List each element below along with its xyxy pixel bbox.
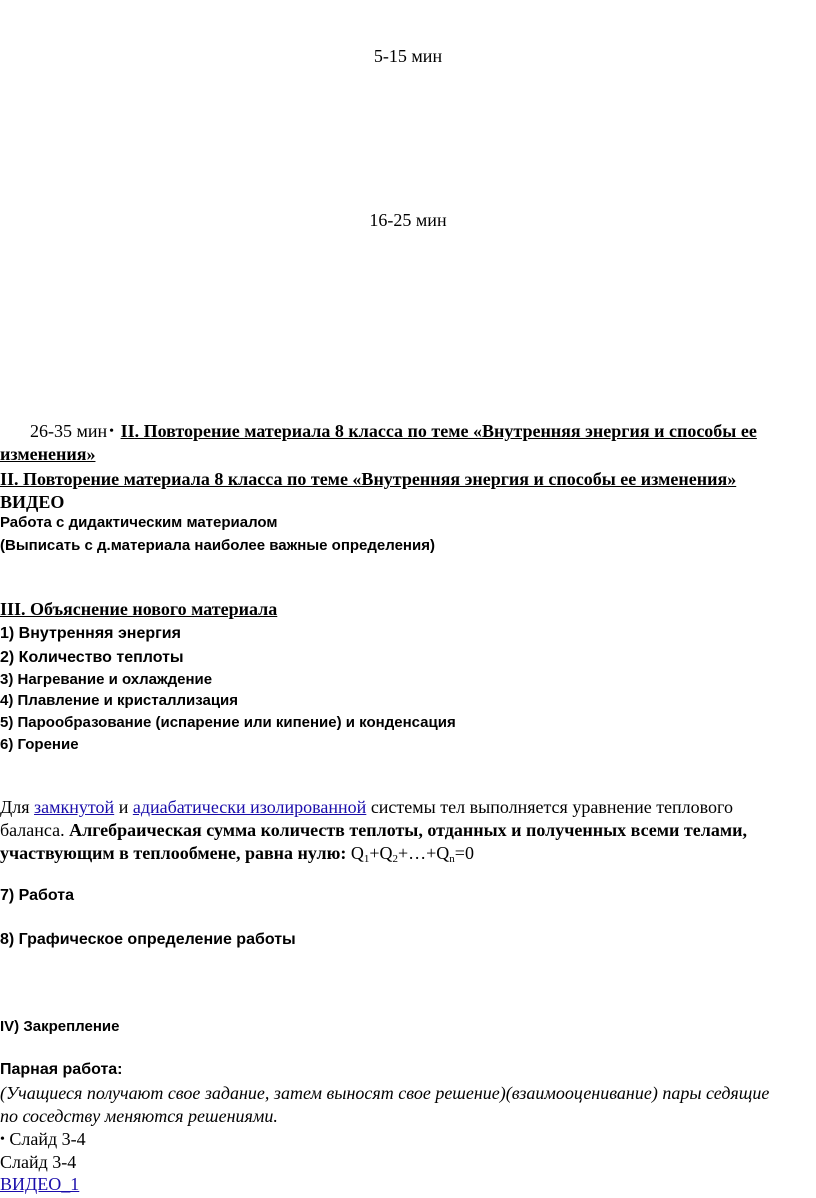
balance-line3	[0, 843, 474, 865]
pair-work-note-line2: по соседству меняются решениями.	[0, 1106, 278, 1126]
list-item: 5) Парообразование (испарение или кипение) и конденсация	[0, 714, 456, 731]
balance-mid: и	[114, 797, 133, 817]
adiabatic-system-link[interactable]: адиабатически изолированной	[132, 797, 367, 817]
pair-work-note-line1: (Учащиеся получают свое задание, затем выносят свое решение)(взаимооценивание) пары седящие	[0, 1083, 770, 1103]
balance-suffix: системы тел выполняется уравнение теплового	[366, 797, 733, 817]
didactic-note: (Выписать с д.материала наиболее важные определения)	[0, 537, 435, 554]
section3-heading: III. Объяснение нового материала	[0, 599, 278, 619]
video-label: ВИДЕО	[0, 492, 65, 512]
item-7-work: 7) Работа	[0, 887, 75, 904]
bullet-icon: •	[0, 1132, 5, 1147]
video-1-link[interactable]: ВИДЕО_1	[0, 1174, 80, 1194]
list-item: 1) Внутренняя энергия	[0, 625, 181, 642]
slide-item-bulleted	[0, 1129, 86, 1150]
section4-heading: IV) Закрепление	[0, 1018, 120, 1035]
balance-rule-part1: Алгебраическая сумма количеств теплоты, отданных и полученных всеми телами,	[69, 820, 747, 840]
list-item: 2) Количество теплоты	[0, 649, 184, 666]
slide-item: Слайд 3-4	[0, 1152, 77, 1172]
section2-repeat-heading: II. Повторение материала 8 класса по теме «Внутренняя энергия и способы ее изменения»	[0, 469, 737, 489]
didactic-work: Работа с дидактическим материалом	[0, 514, 278, 531]
section2-title-line1	[30, 421, 757, 442]
balance-word: баланса.	[0, 820, 70, 840]
closed-system-link[interactable]: замкнутой	[34, 797, 115, 817]
time-mark-1: 5-15 мин	[373, 46, 443, 66]
slide-label: Слайд 3-4	[4, 1129, 86, 1149]
balance-prefix: Для	[0, 797, 35, 817]
list-item: 3) Нагревание и охлаждение	[0, 671, 213, 688]
balance-line2	[0, 820, 747, 841]
balance-line1	[0, 797, 733, 818]
balance-formula: $Q_1+Q_2+\dots+Q_n=0$	[350, 843, 474, 865]
balance-rule-part2: участвующим в теплообмене, равна нулю:	[0, 843, 351, 863]
item-8-graph-work: 8) Графическое определение работы	[0, 931, 296, 948]
time-mark-2: 16-25 мин	[369, 210, 447, 230]
section2-roman: II	[120, 421, 135, 441]
bullet-icon: •	[109, 424, 115, 439]
time-mark-3: 26-35 мин	[30, 421, 108, 441]
section2-title-line2: изменения»	[0, 444, 96, 464]
section2-title-part1: . Повторение материала 8 класса по теме «Внутренняя энергия и способы ее	[134, 421, 757, 441]
pair-work-heading: Парная работа:	[0, 1061, 123, 1078]
list-item: 4) Плавление и кристаллизация	[0, 692, 239, 709]
video-link-line	[0, 1174, 79, 1195]
list-item: 6) Горение	[0, 736, 79, 753]
